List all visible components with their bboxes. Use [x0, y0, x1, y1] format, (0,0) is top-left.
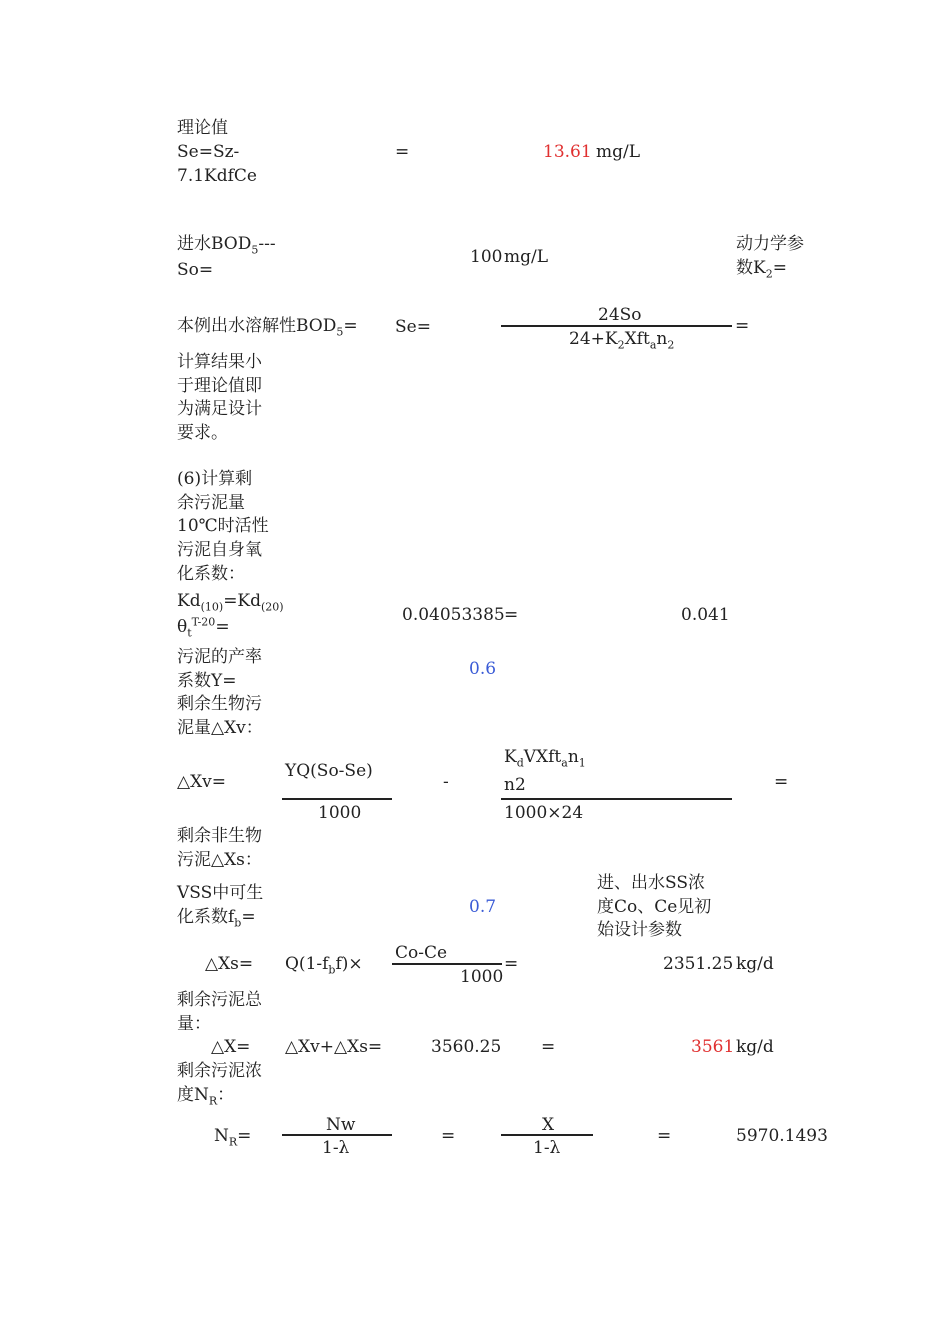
effluent-se: Se= [395, 317, 431, 337]
theory-label-1: 理论值 [177, 118, 228, 138]
nonbio-label-2: 污泥△Xs： [177, 850, 262, 870]
ss-note-2: 度Co、Ce见初 [597, 897, 712, 917]
effluent-equals: = [735, 316, 750, 336]
sludge-heading-5: 化系数： [177, 564, 245, 584]
total-label-2: 量： [177, 1014, 211, 1034]
theory-equals: = [395, 142, 410, 162]
k2-label-2: 数$K_2=$ [736, 258, 787, 281]
total-expression: △Xv+△Xs= [285, 1037, 383, 1057]
k2-label-1: 动力学参 [736, 234, 804, 254]
dxs-equals: = [504, 954, 519, 974]
concentration-label-2: 度$N_R$： [177, 1085, 235, 1108]
conclusion-line-4: 要求。 [177, 423, 228, 443]
influent-unit: mg/L [504, 247, 549, 267]
total-equals: = [541, 1037, 556, 1057]
nonbio-label-1: 剩余非生物 [177, 826, 262, 846]
dxv-equals: = [774, 772, 789, 792]
influent-value: 100 [470, 247, 503, 267]
ss-note-1: 进、出水SS浓 [597, 873, 705, 893]
dxv-fraction-bar-1 [282, 798, 392, 800]
dxs-expression: $Q(1-f_bf)\times$ [285, 954, 363, 977]
bio-label-1: 剩余生物污 [177, 694, 262, 714]
total-label-1: 剩余污泥总 [177, 990, 262, 1010]
total-dx: △X= [211, 1037, 251, 1057]
dxs-label: △Xs= [205, 954, 254, 974]
influent-label-1: 进水$BOD_5---$ [177, 234, 276, 257]
dxs-value: 2351.25 [663, 954, 734, 974]
conclusion-line-1: 计算结果小 [177, 352, 262, 372]
sludge-heading-3: 10℃时活性 [177, 516, 269, 536]
theory-value: 13.61 [543, 142, 592, 162]
conclusion-line-2: 于理论值即 [177, 376, 262, 396]
dxs-numerator: Co-Ce [395, 943, 448, 963]
dxv-fraction-bar-2 [501, 798, 732, 800]
total-unit: kg/d [736, 1037, 774, 1057]
nr-label: $N_R=$ [214, 1126, 252, 1149]
nr-value: 5970.1493 [736, 1126, 828, 1146]
nr-numerator-1: Nw [326, 1115, 356, 1135]
vss-value: 0.7 [469, 897, 497, 917]
sludge-heading-4: 污泥自身氧 [177, 540, 262, 560]
nr-equals-2: = [657, 1126, 672, 1146]
theory-label-3: 7.1KdfCe [177, 166, 257, 186]
theory-label-2: Se=Sz- [177, 142, 240, 162]
yield-label-1: 污泥的产率 [177, 647, 262, 667]
effluent-label: 本例出水溶解性$BOD_5=$ [177, 316, 358, 339]
influent-label-2: So= [177, 260, 214, 280]
nr-numerator-2: X [542, 1115, 555, 1135]
theta-formula: $\theta_t^{T-20}=$ [177, 615, 230, 640]
effluent-numerator: 24So [598, 305, 642, 325]
concentration-label-1: 剩余污泥浓 [177, 1061, 262, 1081]
total-rounded: 3561 [691, 1037, 735, 1057]
vss-label-1: VSS中可生 [177, 883, 264, 903]
sludge-heading-1: (6)计算剩 [177, 469, 253, 489]
kd-equals: = [504, 605, 519, 625]
dxv-numerator-2-line2: n2 [504, 775, 526, 795]
dxs-unit: kg/d [736, 954, 774, 974]
effluent-denominator: $24+K_2Xft_an_2$ [569, 329, 675, 352]
dxv-numerator-2: $K_dVXft_an_1$ [504, 747, 586, 770]
sludge-heading-2: 余污泥量 [177, 493, 245, 513]
yield-label-2: 系数Y= [177, 671, 237, 691]
kd-formula: $Kd_{(10)}=Kd_{(20)}$ [177, 591, 284, 614]
vss-label-2: 化系数$f_b=$ [177, 907, 256, 930]
kd-value: 0.04053385 [402, 605, 505, 625]
nr-denominator-1: 1-λ [322, 1138, 350, 1158]
dxv-denominator-2: 1000×24 [504, 803, 584, 823]
conclusion-line-3: 为满足设计 [177, 399, 262, 419]
dxv-denominator-1: 1000 [318, 803, 362, 823]
nr-equals-1: = [441, 1126, 456, 1146]
dxs-denominator: 1000 [460, 967, 504, 987]
yield-value: 0.6 [469, 659, 497, 679]
dxv-minus: - [443, 772, 449, 792]
total-value: 3560.25 [431, 1037, 502, 1057]
ss-note-3: 始设计参数 [597, 920, 682, 940]
theory-unit: mg/L [596, 142, 641, 162]
bio-label-2: 泥量△Xv： [177, 718, 263, 738]
nr-denominator-2: 1-λ [533, 1138, 561, 1158]
kd-rounded: 0.041 [681, 605, 730, 625]
dxv-label: △Xv= [177, 772, 227, 792]
dxv-numerator-1: YQ(So-Se) [285, 761, 373, 781]
